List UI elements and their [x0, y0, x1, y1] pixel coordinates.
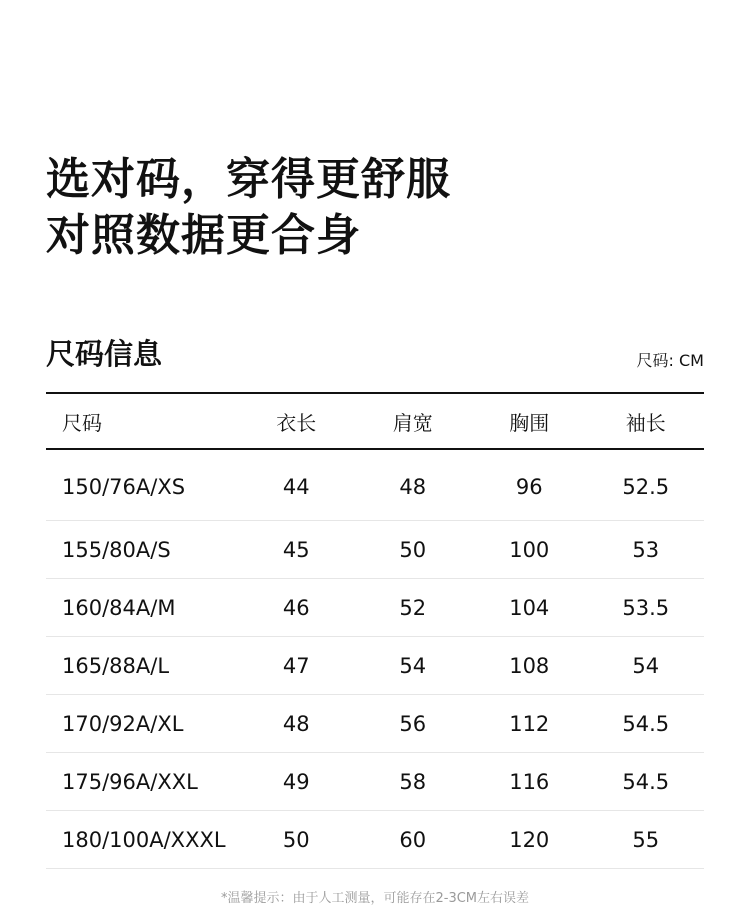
cell-sleeve: 53: [588, 521, 705, 579]
cell-sleeve: 52.5: [588, 449, 705, 521]
cell-shoulder: 52: [355, 579, 472, 637]
cell-length: 50: [238, 811, 355, 869]
table-row: [46, 811, 704, 869]
cell-shoulder: 50: [355, 521, 472, 579]
cell-size: 150/76A/XS: [46, 449, 238, 521]
headline-line-1: 选对码，穿得更舒服: [46, 154, 451, 205]
header-length: 衣长: [238, 393, 355, 449]
cell-chest: 120: [471, 811, 588, 869]
size-table: [46, 392, 704, 869]
headline: [46, 152, 451, 264]
measurement-tip: *温馨提示：由于人工测量，可能存在2-3CM左右误差: [220, 891, 530, 906]
cell-length: 44: [238, 449, 355, 521]
header-size: 尺码: [46, 393, 238, 449]
table-row: [46, 521, 704, 579]
cell-size: 160/84A/M: [46, 579, 238, 637]
cell-length: 49: [238, 753, 355, 811]
cell-size: 165/88A/L: [46, 637, 238, 695]
cell-sleeve: 54.5: [588, 753, 705, 811]
section-title: 尺码信息: [46, 337, 163, 371]
table-row: [46, 579, 704, 637]
headline-line-2: 对照数据更合身: [46, 210, 361, 261]
cell-length: 46: [238, 579, 355, 637]
cell-shoulder: 54: [355, 637, 472, 695]
header-chest: 胸围: [471, 393, 588, 449]
cell-length: 45: [238, 521, 355, 579]
cell-length: 47: [238, 637, 355, 695]
cell-shoulder: 58: [355, 753, 472, 811]
cell-chest: 116: [471, 753, 588, 811]
cell-chest: 100: [471, 521, 588, 579]
cell-chest: 104: [471, 579, 588, 637]
cell-size: 170/92A/XL: [46, 695, 238, 753]
cell-chest: 112: [471, 695, 588, 753]
cell-shoulder: 56: [355, 695, 472, 753]
table-row: [46, 695, 704, 753]
header-shoulder: 肩宽: [355, 393, 472, 449]
table-row: [46, 753, 704, 811]
unit-note: 尺码: CM: [636, 351, 704, 370]
cell-size: 180/100A/XXXL: [46, 811, 238, 869]
table-row: [46, 449, 704, 521]
cell-chest: 96: [471, 449, 588, 521]
cell-shoulder: 48: [355, 449, 472, 521]
table-row: [46, 637, 704, 695]
cell-size: 155/80A/S: [46, 521, 238, 579]
cell-sleeve: 53.5: [588, 579, 705, 637]
table-header-row: [46, 393, 704, 449]
cell-chest: 108: [471, 637, 588, 695]
header-sleeve: 袖长: [588, 393, 705, 449]
cell-length: 48: [238, 695, 355, 753]
cell-sleeve: 54: [588, 637, 705, 695]
cell-shoulder: 60: [355, 811, 472, 869]
cell-sleeve: 55: [588, 811, 705, 869]
cell-size: 175/96A/XXL: [46, 753, 238, 811]
cell-sleeve: 54.5: [588, 695, 705, 753]
